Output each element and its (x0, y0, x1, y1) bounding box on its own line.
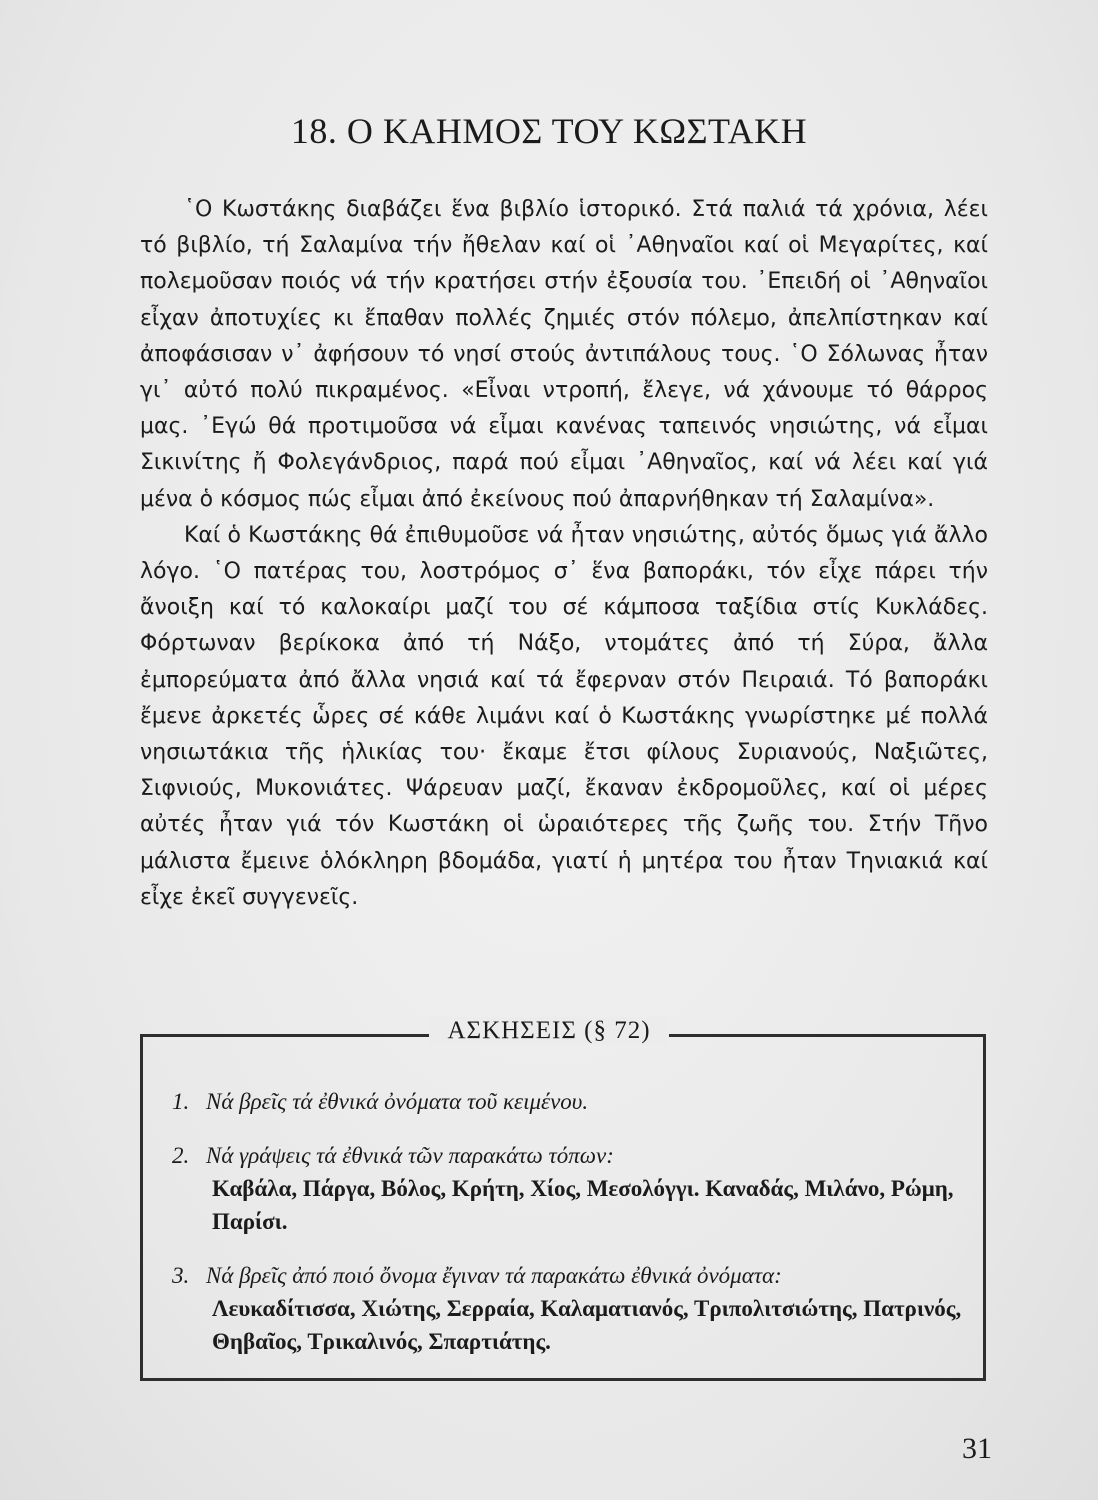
exercise-words: Καβάλα, Πάργα, Βόλος, Κρήτη, Χίος, Μεσολόγγι. Καναδάς, Μιλάνο, Ρώμη, Παρίσι. (212, 1176, 954, 1234)
exercise-prompt: Νά βρεῖς τά ἐθνικά ὀνόματα τοῦ κειμένου. (206, 1089, 589, 1114)
chapter-title: 18. Ο ΚΑΗΜΟΣ ΤΟΥ ΚΩΣΤΑΚΗ (290, 111, 808, 151)
exercise-words: Λευκαδίτισσα, Χιώτης, Σερραία, Καλαματιανός, Τριπολιτσιώτης, Πατρινός, Θηβαῖος, Τρικαλινός, Σπαρτιάτης. (212, 1296, 962, 1354)
exercise-prompt: Νά βρεῖς ἀπό ποιό ὄνομα ἔγιναν τά παρακάτω ἐθνικά ὀνόματα: (206, 1263, 782, 1288)
exercise-number: 3. (172, 1263, 190, 1288)
chapter-body (140, 192, 988, 916)
exercises-list (172, 1086, 962, 1380)
exercise-item-3 (172, 1260, 962, 1358)
paragraph-2: Καί ὁ Κωστάκης θά ἐπιθυμοῦσε νά ἦταν νησιώτης, αὐτός ὅμως γιά ἄλλο λόγο. ῾Ο πατέρας του, λοστρόμος σ᾿ ἕνα βαποράκι, τόν εἶχε πάρει τήν ἄνοιξη καί τό καλοκαίρι μαζί του σέ κάμποσα ταξίδια στίς Κυκλάδες. Φόρτωναν βερίκοκα ἀπό τή Νάξο, ντομάτες ἀπό τή Σύρα, ἄλλα ἐμπορεύματα ἀπό ἄλλα νησιά καί τά ἔφερναν στόν Πειραιά. Τό βαποράκι ἔμενε ἀρκετές ὧρες σέ κάθε λιμάνι καί ὁ Κωστάκης γνωρίστηκε μέ πολλά νησιωτάκια τῆς ἡλικίας του· ἔκαμε ἔτσι φίλους Συριανούς, Ναξιῶτες, Σιφνιούς, Μυκονιάτες. Ψάρευαν μαζί, ἔκαναν ἐκδρομοῦλες, καί οἱ μέρες αὐτές ἦταν γιά τόν Κωστάκη οἱ ὡραιότερες τῆς ζωῆς του. Στήν Τῆνο μάλιστα ἔμεινε ὁλόκληρη βδομάδα, γιατί ἡ μητέρα του ἦταν Τηνιακιά καί εἶχε ἐκεῖ συγγενεῖς. (140, 522, 988, 910)
page-number: 31 (962, 1432, 992, 1465)
paragraph-1: ῾Ο Κωστάκης διαβάζει ἕνα βιβλίο ἱστορικό. Στά παλιά τά χρόνια, λέει τό βιβλίο, τή Σαλαμίνα τήν ἤθελαν καί οἱ ᾿Αθηναῖοι καί οἱ Μεγαρίτες, καί πολεμοῦσαν ποιός νά τήν κρατήσει στήν ἐξουσία του. ᾿Επειδή οἱ ᾿Αθηναῖοι εἶχαν ἀποτυχίες κι ἔπαθαν πολλές ζημιές στόν πόλεμο, ἀπελπίστηκαν καί ἀποφάσισαν ν᾿ ἀφήσουν τό νησί στούς ἀντιπάλους τους. ῾Ο Σόλωνας ἦταν γι᾿ αὐτό πολύ πικραμένος. «Εἶναι ντροπή, ἔλεγε, νά χάνουμε τό θάρρος μας. ᾿Εγώ θά προτιμοῦσα νά εἶμαι κανένας ταπεινός νησιώτης, νά εἶμαι Σικινίτης ἤ Φολεγάνδριος, παρά πού εἶμαι ᾿Αθηναῖος, καί νά λέει καί γιά μένα ὁ κόσμος πώς εἶμαι ἀπό ἐκείνους πού ἀπαρνήθηκαν τή Σαλαμίνα». (140, 197, 988, 512)
exercises-heading: ΑΣΚΗΣΕΙΣ (§ 72) (429, 1017, 668, 1045)
exercise-item-2 (172, 1140, 962, 1238)
exercise-prompt: Νά γράψεις τά ἐθνικά τῶν παρακάτω τόπων: (206, 1143, 614, 1168)
exercise-item-1 (172, 1086, 962, 1118)
exercise-number: 2. (172, 1143, 190, 1168)
exercise-number: 1. (172, 1089, 190, 1114)
